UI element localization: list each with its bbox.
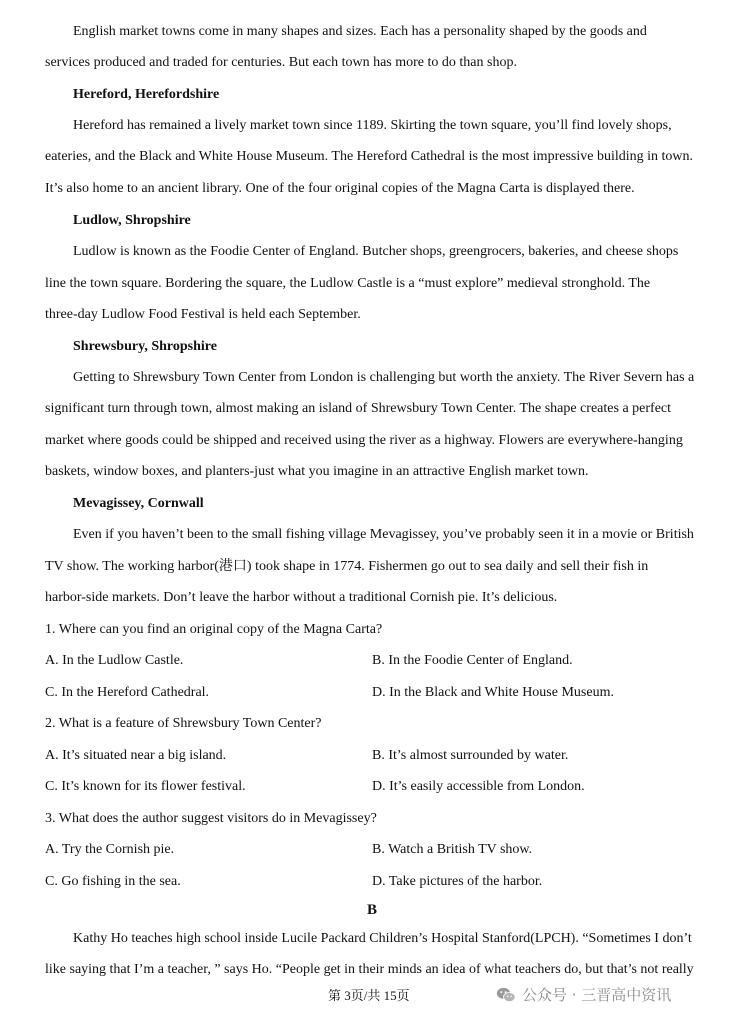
paragraph-line: harbor-side markets. Don’t leave the harbor without a traditional Cornish pie. It’s delicious. bbox=[45, 590, 558, 605]
paragraph-line: Hereford has remained a lively market town since 1189. Skirting the town square, you’ll find lovely shops, bbox=[73, 118, 672, 133]
paragraph-line: Kathy Ho teaches high school inside Lucile Packard Children’s Hospital Stanford(LPCH). “Sometimes I don’t bbox=[73, 931, 692, 946]
watermark-text: 公众号 · 三晋高中资讯 bbox=[522, 986, 672, 1004]
answer-option: C. In the Hereford Cathedral. bbox=[45, 685, 210, 700]
answer-option: D. Take pictures of the harbor. bbox=[372, 874, 543, 889]
question-stem: 3. What does the author suggest visitors do in Mevagissey? bbox=[45, 811, 377, 826]
intro-line: services produced and traded for centuries. But each town has more to do than shop. bbox=[45, 55, 517, 70]
paragraph-line: like saying that I’m a teacher, ” says Ho. “People get in their minds an idea of what teachers do, but that’s not really bbox=[45, 962, 694, 977]
section-heading-ludlow: Ludlow, Shropshire bbox=[73, 213, 191, 228]
section-b-label: B bbox=[367, 902, 378, 918]
answer-option: C. Go fishing in the sea. bbox=[45, 874, 181, 889]
answer-option: A. In the Ludlow Castle. bbox=[45, 653, 184, 668]
answer-option: C. It’s known for its flower festival. bbox=[45, 779, 246, 794]
page-number: 第 3页/共 15页 bbox=[328, 988, 410, 1003]
answer-option: D. In the Black and White House Museum. bbox=[372, 685, 614, 700]
paragraph-line: significant turn through town, almost making an island of Shrewsbury Town Center. The shape creates a perfect bbox=[45, 401, 672, 416]
answer-option: D. It’s easily accessible from London. bbox=[372, 779, 585, 794]
answer-option: B. In the Foodie Center of England. bbox=[372, 653, 573, 668]
answer-option: A. It’s situated near a big island. bbox=[45, 748, 227, 763]
wechat-icon bbox=[496, 986, 516, 1004]
question-stem: 1. Where can you find an original copy of the Magna Carta? bbox=[45, 622, 383, 637]
answer-option: B. Watch a British TV show. bbox=[372, 842, 533, 857]
paragraph-line: Getting to Shrewsbury Town Center from London is challenging but worth the anxiety. The River Severn has a bbox=[73, 370, 695, 385]
paragraph-line: Ludlow is known as the Foodie Center of England. Butcher shops, greengrocers, bakeries, and cheese shops bbox=[73, 244, 679, 259]
answer-option: B. It’s almost surrounded by water. bbox=[372, 748, 569, 763]
paragraph-line: market where goods could be shipped and received using the river as a highway. Flowers are everywhere-hanging bbox=[45, 433, 683, 448]
paragraph-line: It’s also home to an ancient library. One of the four original copies of the Magna Carta is displayed there. bbox=[45, 181, 635, 196]
paragraph-line: Even if you haven’t been to the small fishing village Mevagissey, you’ve probably seen it in a movie or British bbox=[73, 527, 694, 542]
section-heading-hereford: Hereford, Herefordshire bbox=[73, 87, 220, 102]
answer-option: A. Try the Cornish pie. bbox=[45, 842, 175, 857]
paragraph-line: three-day Ludlow Food Festival is held each September. bbox=[45, 307, 361, 322]
intro-line: English market towns come in many shapes and sizes. Each has a personality shaped by the goods and bbox=[73, 24, 647, 39]
paragraph-line: eateries, and the Black and White House Museum. The Hereford Cathedral is the most impressive building in town. bbox=[45, 149, 693, 164]
section-heading-shrewsbury: Shrewsbury, Shropshire bbox=[73, 339, 217, 354]
question-stem: 2. What is a feature of Shrewsbury Town Center? bbox=[45, 716, 322, 731]
paragraph-line: baskets, window boxes, and planters-just what you imagine in an attractive English market town. bbox=[45, 464, 589, 479]
paragraph-line: line the town square. Bordering the square, the Ludlow Castle is a “must explore” medieval stronghold. The bbox=[45, 276, 651, 291]
section-heading-mevagissey: Mevagissey, Cornwall bbox=[73, 496, 204, 511]
paragraph-line: TV show. The working harbor(港口) took shape in 1774. Fishermen go out to sea daily and sell their fish in bbox=[45, 559, 649, 574]
watermark bbox=[496, 984, 671, 1005]
